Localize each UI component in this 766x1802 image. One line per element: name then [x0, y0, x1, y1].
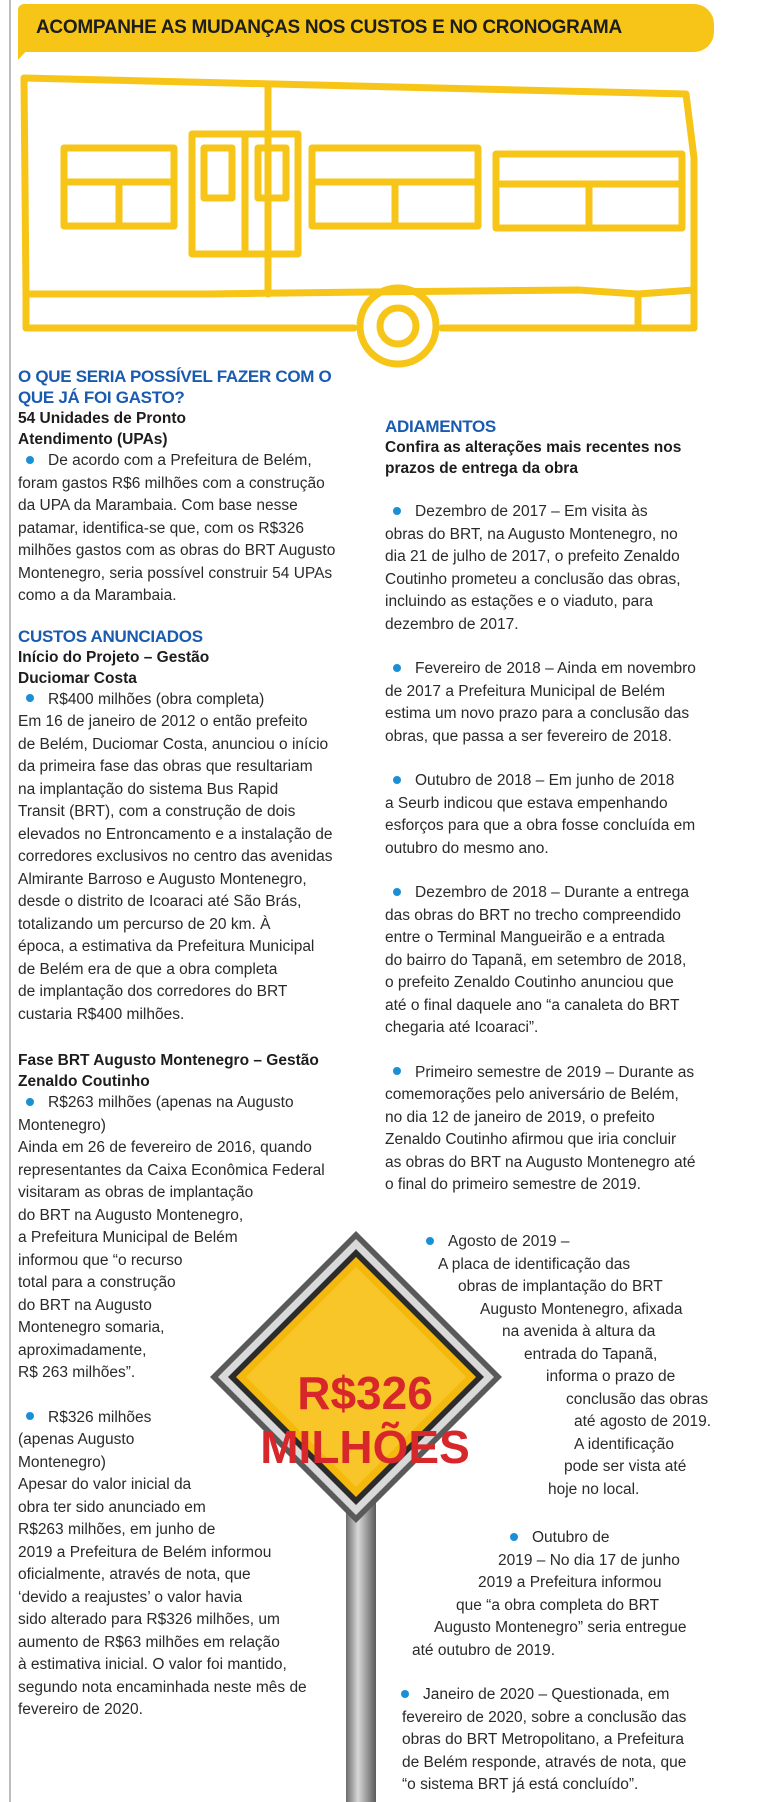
- page-title: ACOMPANHE AS MUDANÇAS NOS CUSTOS E NO CRONOGRAMA: [36, 17, 622, 38]
- bullet-icon: [393, 1067, 401, 1075]
- right-column: [385, 416, 730, 1219]
- timeline-item: Outubro de 2018 – Em junho de 2018 a Seurb indicou que estava empenhando esforços para que a obra fosse concluída em outubro do mesmo ano.: [385, 772, 696, 857]
- bus-icon: [18, 58, 714, 376]
- january-item: Janeiro de 2020 – Questionada, em fevereiro de 2020, sobre a conclusão das obras do BRT Metropolitano, a Prefeitura de Belém responde, através de nota, que “o sistema BRT já está concluído”.: [402, 1686, 687, 1793]
- section-heading: ADIAMENTOS: [385, 417, 496, 436]
- bullet-icon: [26, 694, 34, 702]
- timeline-item: Dezembro de 2017 – Em visita às obras do BRT, na Augusto Montenegro, no dia 21 de julho de 2017, o prefeito Zenaldo Coutinho prometeu a conclusão das obras, incluindo as estações e o viaduto, para dezembro de 2017.: [385, 503, 681, 633]
- bullet-icon: [510, 1533, 518, 1541]
- timeline-item: Dezembro de 2018 – Durante a entrega das obras do BRT no trecho compreendido entre o Terminal Mangueirão e a entrada do bairro do Tapanã, em setembro de 2018, o prefeito Zenaldo Coutinho anunciou que até o final daquele ano “a canaleta do BRT chegaria até Icoaraci”.: [385, 884, 690, 1036]
- cost-bullet: R$263 milhões (apenas na Augusto: [18, 1092, 338, 1115]
- cost-bullet: R$400 milhões (obra completa): [18, 689, 338, 712]
- timeline-item: Primeiro semestre de 2019 – Durante as comemorações pelo aniversário de Belém, no dia 12 de janeiro de 2019, o prefeito Zenaldo Coutinho afirmou que iria concluir as obras do BRT na Augusto Montenegro até o final do primeiro semestre de 2019.: [385, 1063, 696, 1193]
- august-item: Agosto de 2019 – A placa de identificação das obras de implantação do BRT Augusto Montenegro, afixada na avenida à altura da entrada do Tapanã, informa o prazo de conclusão das obras até agosto de 2019. A identificação pode ser vista até hoje no local.: [0, 1231, 766, 1501]
- bullet-icon: [26, 1098, 34, 1106]
- section-subheading: Confira as alterações mais recentes nos prazos de entrega da obra: [385, 439, 682, 477]
- cost-paragraph: Montenegro) Ainda em 26 de fevereiro de 2016, quando representantes da Caixa Econômica Federal visitaram as obras de implantação do BRT na Augusto Montenegro, a Prefeitura Municipal de Belém informou que “o recurso total para a construção do BRT na Augusto Montenegro somaria, aproximadamente, R$ 263 milhões”.: [18, 1116, 325, 1381]
- bullet-icon: [393, 776, 401, 784]
- cost-bullet: R$326 milhões: [18, 1407, 338, 1430]
- banner-tail: [18, 36, 40, 60]
- timeline-item: Fevereiro de 2018 – Ainda em novembro de 2017 a Prefeitura Municipal de Belém estima um novo prazo para a conclusão das obras, que passa a ser fevereiro de 2018.: [385, 660, 696, 745]
- sign-amount: R$326: [297, 1367, 433, 1419]
- section-subheading: 54 Unidades de Pronto Atendimento (UPAs): [18, 410, 186, 448]
- section-subheading: Início do Projeto – Gestão Duciomar Costa: [18, 648, 210, 687]
- section-subheading: Fase BRT Augusto Montenegro – Gestão Zenaldo Coutinho: [18, 1052, 319, 1090]
- section-heading: O QUE SERIA POSSÍVEL FAZER COM O QUE JÁ FOI GASTO?: [18, 367, 332, 407]
- bullet-icon: [393, 664, 401, 672]
- bullet-icon: [393, 888, 401, 896]
- cost-paragraph: (apenas Augusto Montenegro) Apesar do valor inicial da obra ter sido anunciado em R$263 milhões, em junho de 2019 a Prefeitura de Belém informou oficialmente, através de nota, que ‘devido a reajustes’ o valor havia sido alterado para R$326 milhões, um aumento de R$63 milhões em relação à estimativa inicial. O valor foi mantido, segundo nota encaminhada neste mês de fevereiro de 2020.: [18, 1431, 307, 1718]
- upa-paragraph: De acordo com a Prefeitura de Belém, foram gastos R$6 milhões com a construção da UPA da Marambaia. Com base nesse patamar, identifica-se que, com os R$326 milhões gastos com as obras do BRT Augusto Montenegro, seria possível construir 54 UPAs como a da Marambaia.: [18, 452, 336, 604]
- cost-paragraph: Em 16 de janeiro de 2012 o então prefeito de Belém, Duciomar Costa, anunciou o início da primeira fase das obras que resultariam na implantação do sistema Bus Rapid Transit (BRT), com a construção de dois elevados no Entroncamento e a instalação de corredores exclusivos no centro das avenidas Almirante Barroso e Augusto Montenegro, desde o distrito de Icoaraci até São Brás, totalizando um percurso de 20 km. À época, a estimativa da Prefeitura Municipal de Belém era de que a obra completa de implantação dos corredores do BRT custaria R$400 milhões.: [18, 713, 333, 1023]
- bullet-icon: [26, 456, 34, 464]
- bullet-icon: [393, 507, 401, 515]
- bullet-icon: [401, 1690, 409, 1698]
- bullet-icon: [426, 1237, 434, 1245]
- october-item: Outubro de 2019 – No dia 17 de junho 2019 a Prefeitura informou que “a obra completa do BRT Augusto Montenegro” seria entregue até outubro de 2019.: [412, 1529, 687, 1659]
- sign-unit: MILHÕES: [260, 1421, 470, 1473]
- section-heading: CUSTOS ANUNCIADOS: [18, 626, 203, 646]
